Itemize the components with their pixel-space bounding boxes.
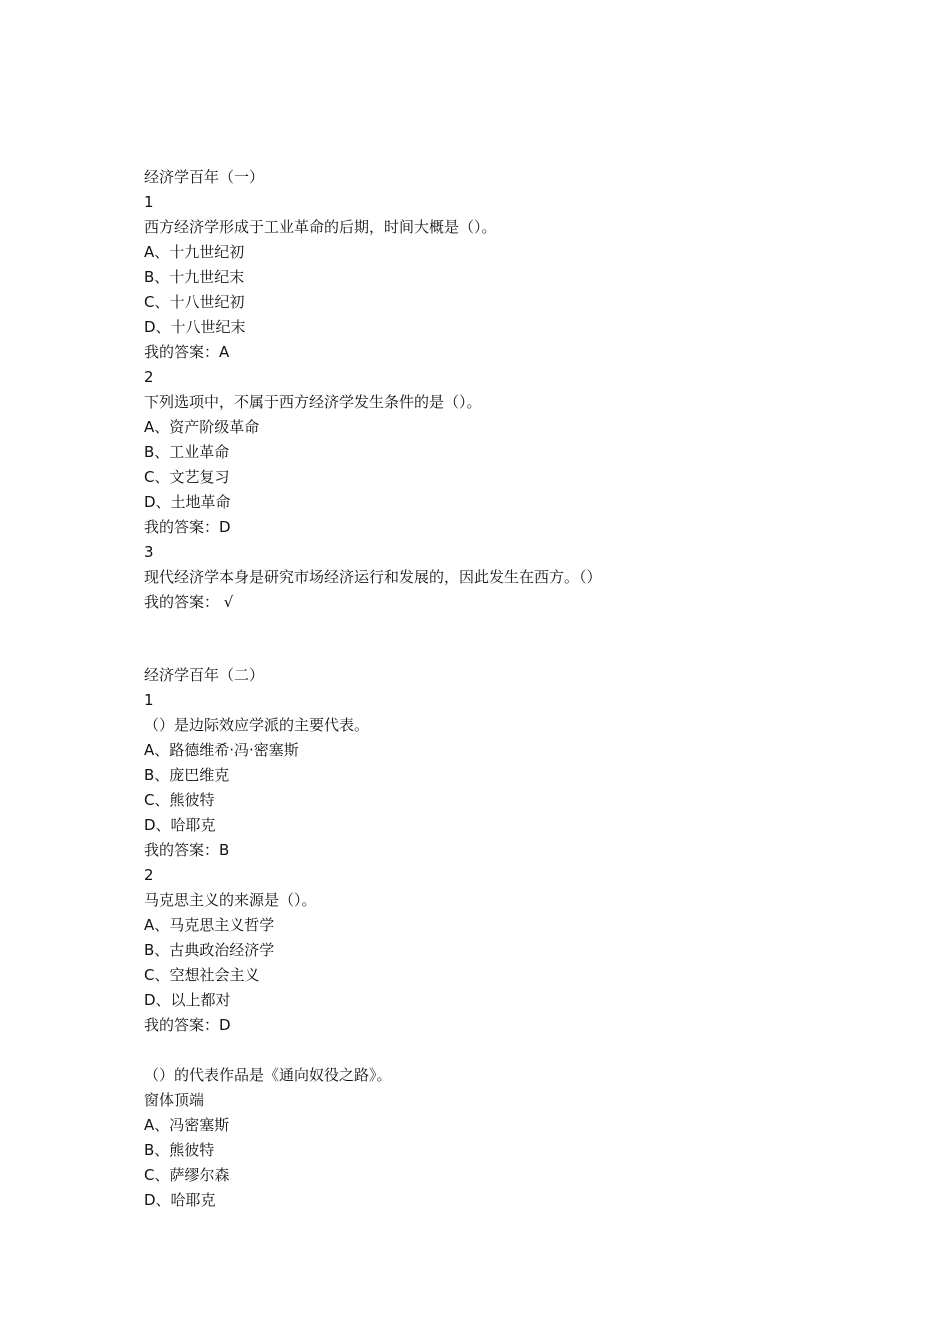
question-text: 现代经济学本身是研究市场经济运行和发展的，因此发生在西方。（）	[144, 568, 602, 586]
option-b: B、十九世纪末	[144, 268, 245, 286]
my-answer: 我的答案：D	[144, 1016, 231, 1034]
question-number: 2	[144, 866, 154, 884]
option-d: D、哈耶克	[144, 1191, 216, 1209]
my-answer: 我的答案： √	[144, 593, 234, 611]
option-a: A、路德维希·冯·密塞斯	[144, 741, 299, 759]
question-text: 西方经济学形成于工业革命的后期，时间大概是（）。	[144, 218, 497, 236]
question-number: 1	[144, 691, 154, 709]
my-answer: 我的答案：D	[144, 518, 231, 536]
option-c: C、空想社会主义	[144, 966, 260, 984]
option-a: A、十九世纪初	[144, 243, 245, 261]
question-text: （）是边际效应学派的主要代表。	[144, 716, 370, 734]
document-body	[144, 165, 864, 1213]
question-number: 1	[144, 193, 154, 211]
option-a: A、马克思主义哲学	[144, 916, 275, 934]
option-d: D、土地革命	[144, 493, 231, 511]
section-title: 经济学百年（二）	[144, 666, 265, 684]
option-b: B、工业革命	[144, 443, 230, 461]
form-top-note: 窗体顶端	[144, 1091, 205, 1109]
option-d: D、哈耶克	[144, 816, 216, 834]
option-b: B、庞巴维克	[144, 766, 230, 784]
section-spacer	[144, 615, 864, 663]
section-title: 经济学百年（一）	[144, 168, 265, 186]
option-c: C、文艺复习	[144, 468, 230, 486]
question-spacer	[144, 1038, 864, 1063]
option-d: D、以上都对	[144, 991, 231, 1009]
option-b: B、古典政治经济学	[144, 941, 275, 959]
my-answer: 我的答案：A	[144, 343, 230, 361]
question-text: 下列选项中，不属于西方经济学发生条件的是（）。	[144, 393, 482, 411]
option-c: C、萨缪尔森	[144, 1166, 230, 1184]
option-a: A、资产阶级革命	[144, 418, 260, 436]
question-text: （）的代表作品是《通向奴役之路》。	[144, 1066, 392, 1084]
option-d: D、十八世纪末	[144, 318, 246, 336]
option-c: C、十八世纪初	[144, 293, 245, 311]
question-number: 2	[144, 368, 154, 386]
option-c: C、熊彼特	[144, 791, 215, 809]
option-b: B、熊彼特	[144, 1141, 215, 1159]
my-answer: 我的答案：B	[144, 841, 230, 859]
question-number: 3	[144, 543, 154, 561]
question-text: 马克思主义的来源是（）。	[144, 891, 317, 909]
option-a: A、冯密塞斯	[144, 1116, 230, 1134]
